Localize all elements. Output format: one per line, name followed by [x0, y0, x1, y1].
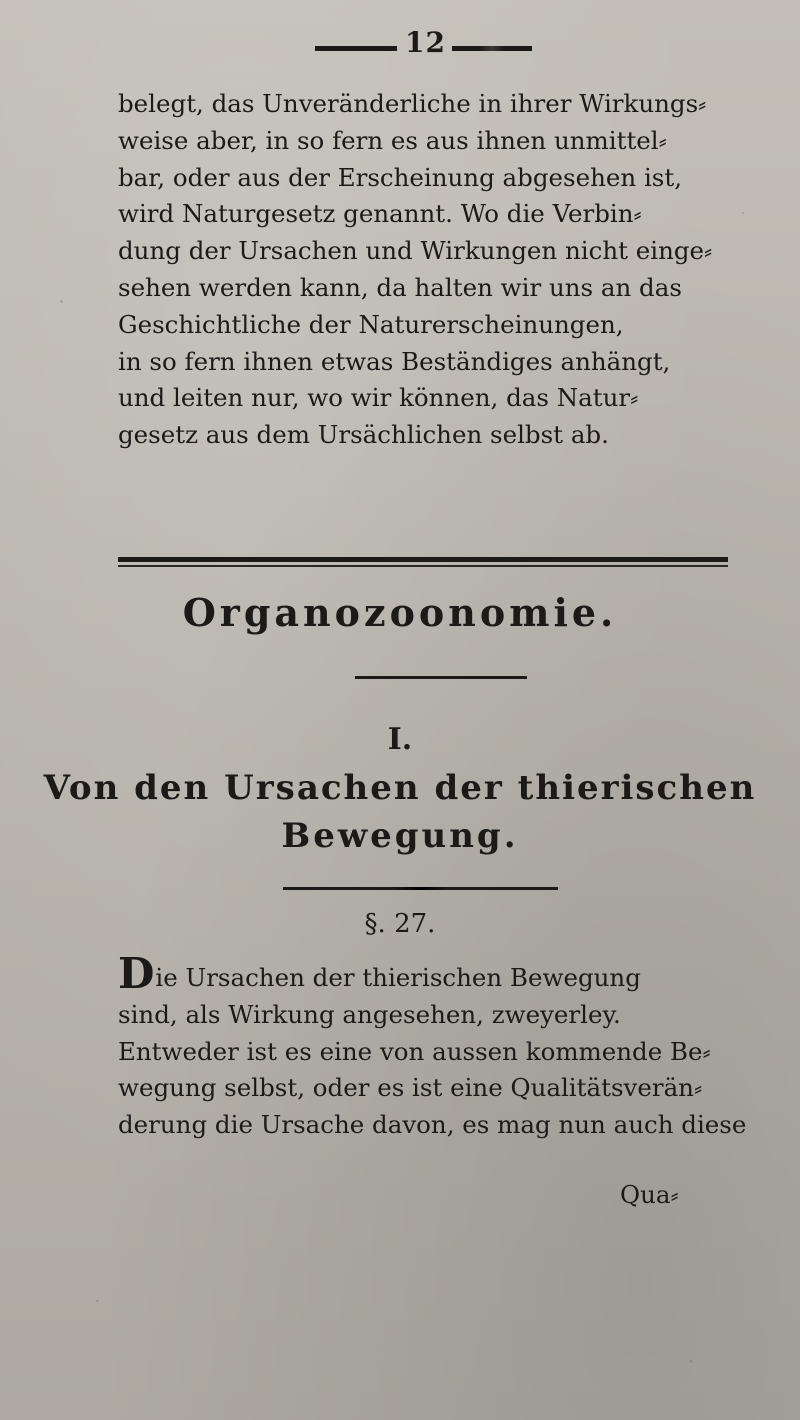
text-line: gesetz aus dem Ursächlichen selbst ab. [118, 420, 609, 450]
text-line: Entweder ist es eine von aussen kommende Be⸗ [118, 1036, 711, 1066]
text-line: bar, oder aus der Erscheinung abgesehen ist, [118, 162, 682, 192]
drop-cap: D [118, 949, 155, 998]
text-line: belegt, das Unveränderliche in ihrer Wirkungs⸗ [118, 89, 707, 118]
text-line: weise aber, in so fern es aus ihnen unmittel⸗ [118, 125, 667, 155]
divider-thick-rule [118, 557, 728, 562]
text-line: in so fern ihnen etwas Beständiges anhängt, [118, 346, 671, 376]
chapter-underline-rule [283, 887, 558, 890]
text-line: derung die Ursache davon, es mag nun auch diese [118, 1110, 747, 1140]
paper-speck [60, 300, 63, 303]
text-line: wegung selbst, oder es ist eine Qualitätsverän⸗ [118, 1073, 703, 1103]
section-number: §. 27. [364, 909, 436, 939]
paper-speck [742, 212, 744, 214]
text-line: wird Naturgesetz genannt. Wo die Verbin⸗ [118, 199, 642, 229]
divider-thin-rule [118, 565, 728, 567]
text-line-rest: ie Ursachen der thierischen Bewegung [155, 963, 641, 992]
text-line: und leiten nur, wo wir können, das Natur⸗ [118, 383, 639, 413]
text-line: sehen werden kann, da halten wir uns an das [118, 272, 682, 302]
paragraph-section-27 [118, 949, 747, 1144]
section-divider [118, 557, 728, 567]
paragraph-continued [118, 86, 713, 454]
chapter-number: I. [387, 722, 413, 757]
paper-speck [96, 1300, 99, 1302]
text-line: Geschichtliche der Naturerscheinungen, [118, 309, 624, 339]
text-line: dung der Ursachen und Wirkungen nicht einge⸗ [118, 236, 713, 266]
paper-speck [690, 1360, 692, 1363]
header-rule-right [452, 46, 532, 51]
page-header [0, 24, 800, 64]
title-underline-rule [355, 676, 527, 679]
catchword: Qua⸗ [620, 1180, 679, 1209]
header-rule-left [315, 46, 397, 51]
section-title: Organozoonomie. [182, 590, 618, 635]
chapter-title-line-1: Von den Ursachen der thierischen [43, 768, 757, 808]
text-line: sind, als Wirkung angesehen, zweyerley. [118, 999, 621, 1029]
text-line-first [118, 949, 678, 998]
chapter-title-line-2: Bewegung. [281, 816, 519, 856]
page-number: 12 [405, 26, 446, 59]
